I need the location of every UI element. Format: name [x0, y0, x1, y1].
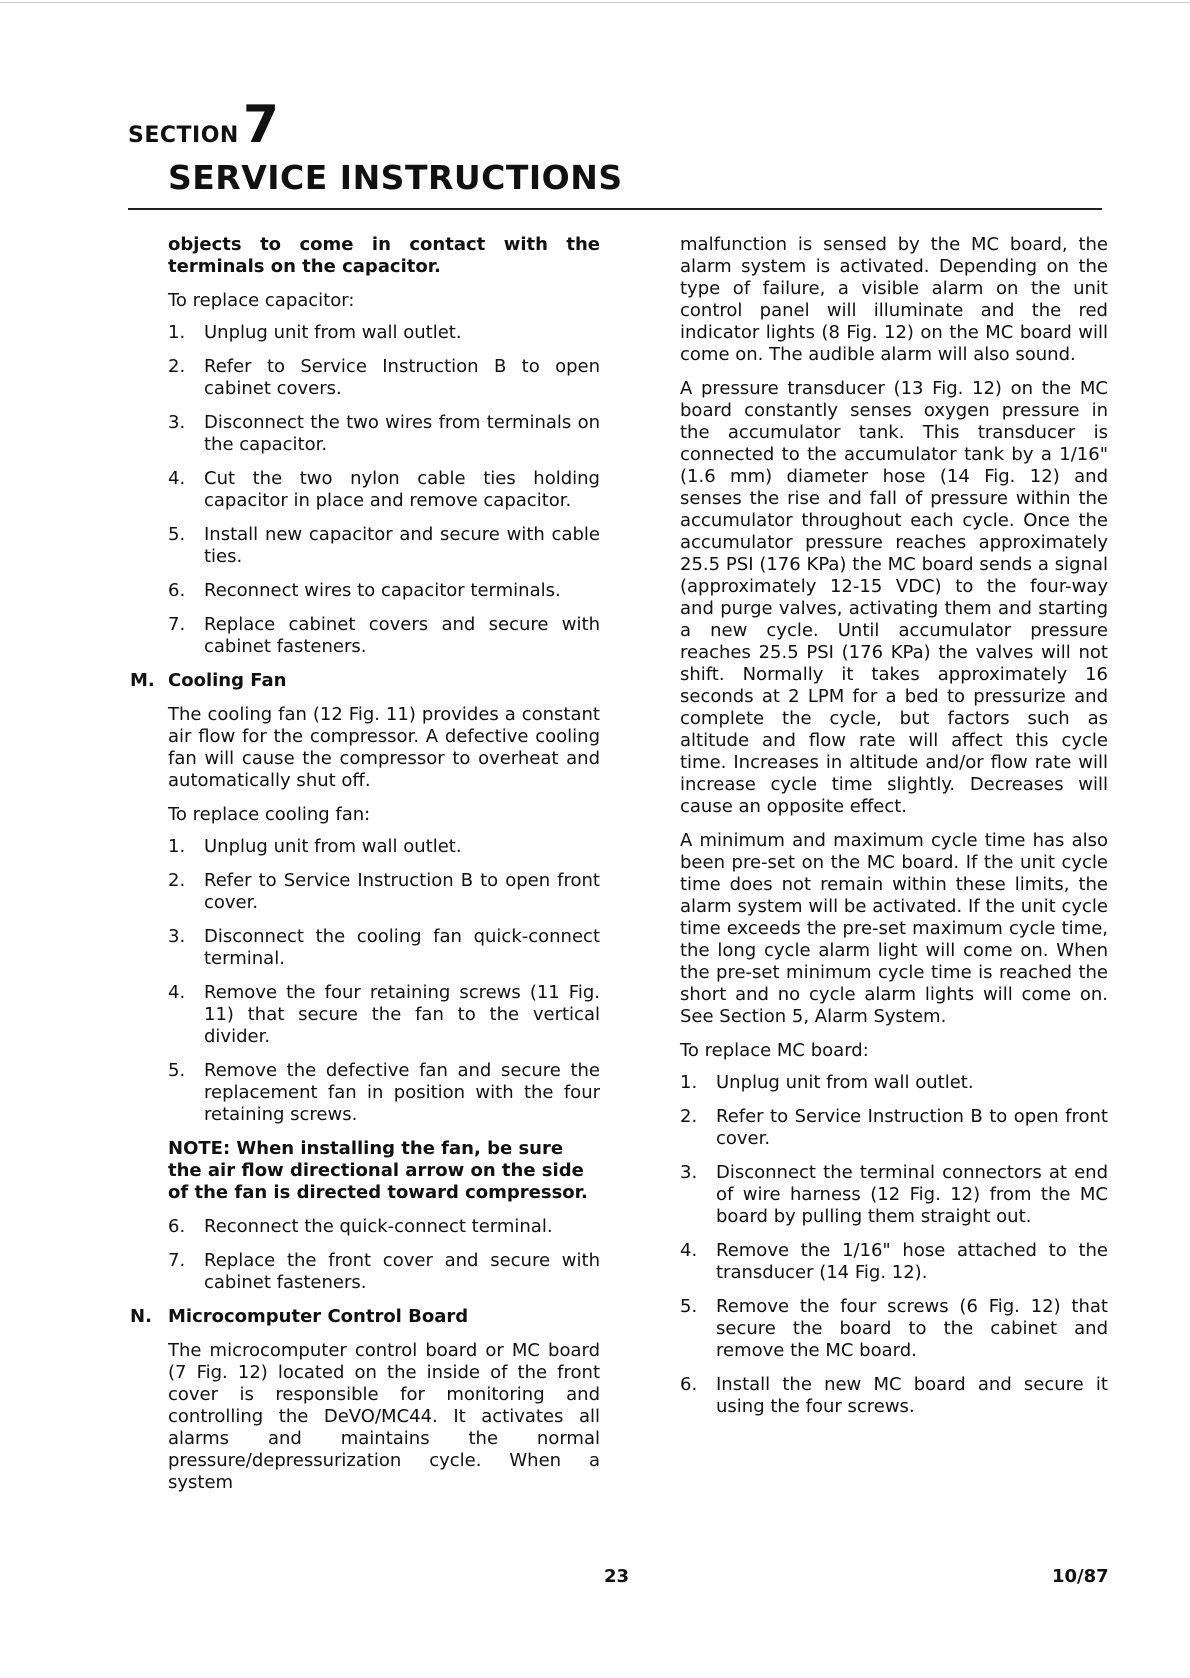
list-item-number: 2.	[168, 870, 186, 891]
list-item-number: 6.	[168, 580, 186, 601]
list-item-number: 4.	[168, 982, 186, 1003]
header-divider	[128, 208, 1102, 210]
list-item	[168, 982, 600, 1048]
right-column	[680, 234, 1108, 1430]
list-item	[168, 468, 600, 512]
list-item-text: Replace cabinet covers and secure with cabinet fasteners.	[204, 614, 600, 657]
list-item-number: 5.	[168, 1060, 186, 1081]
list-item	[168, 870, 600, 914]
cooling-fan-steps-list	[168, 836, 600, 1126]
section-m-title: Cooling Fan	[168, 670, 287, 691]
list-item-text: Disconnect the cooling fan quick-connect terminal.	[204, 926, 600, 969]
list-item-text: Remove the four retaining screws (11 Fig. 11) that secure the fan to the vertical divider.	[204, 982, 600, 1047]
cooling-fan-note: NOTE: When installing the fan, be sure the air flow directional arrow on the side of the fan is directed toward compressor.	[168, 1138, 588, 1203]
list-item-number: 2.	[680, 1106, 698, 1127]
list-item-number: 3.	[168, 926, 186, 947]
list-item	[168, 412, 600, 456]
list-item-text: Disconnect the two wires from terminals on the capacitor.	[204, 412, 600, 455]
list-item-text: Reconnect wires to capacitor terminals.	[204, 580, 561, 601]
list-item	[168, 1250, 600, 1294]
section-label	[128, 95, 280, 155]
list-item-text: Refer to Service Instruction B to open front cover.	[204, 870, 600, 913]
list-item-text: Remove the defective fan and secure the replacement fan in position with the four retaining screws.	[204, 1060, 600, 1125]
section-n-title: Microcomputer Control Board	[168, 1306, 469, 1327]
section-m-letter: M.	[130, 670, 155, 691]
list-item-number: 1.	[168, 836, 186, 857]
list-item	[680, 1106, 1108, 1150]
list-item	[168, 356, 600, 400]
top-edge-rule	[0, 2, 1190, 3]
list-item-text: Refer to Service Instruction B to open front cover.	[716, 1106, 1108, 1149]
list-item	[168, 524, 600, 568]
list-item-text: Unplug unit from wall outlet.	[716, 1072, 974, 1093]
list-item-text: Replace the front cover and secure with cabinet fasteners.	[204, 1250, 600, 1293]
list-item	[168, 580, 600, 602]
page-number: 23	[604, 1566, 630, 1587]
list-item-number: 7.	[168, 1250, 186, 1271]
section-word: SECTION	[128, 123, 239, 148]
intro-warning-text: objects to come in contact with the terminals on the capacitor.	[168, 234, 600, 277]
list-item	[680, 1072, 1108, 1094]
section-n-letter: N.	[130, 1306, 152, 1327]
capacitor-subheading: To replace capacitor:	[168, 290, 355, 311]
list-item-number: 5.	[168, 524, 186, 545]
section-number: 7	[242, 95, 280, 155]
page-title: SERVICE INSTRUCTIONS	[168, 158, 623, 197]
list-item	[168, 614, 600, 658]
list-item-number: 1.	[680, 1072, 698, 1093]
list-item	[680, 1162, 1108, 1228]
list-item-text: Cut the two nylon cable ties holding capacitor in place and remove capacitor.	[204, 468, 600, 511]
list-item	[168, 926, 600, 970]
section-n-heading	[130, 1306, 600, 1328]
transducer-paragraph: A pressure transducer (13 Fig. 12) on the MC board constantly senses oxygen pressure in the accumulator tank. This transducer is connected to the accumulator tank by a 1/16" (1.6 mm) diameter hose (14 Fig. 12) and senses the rise and fall of pressure within the accumulator throughout each cycle. Once the accumulator pressure reaches approximately 25.5 PSI (176 KPa) the MC board sends a signal (approximately 12-15 VDC) to the four-way and purge valves, activating them and starting a new cycle. Until accumulator pressure reaches 25.5 PSI (176 KPa) the valves will not shift. Normally it takes approximately 16 seconds at 2 LPM for a bed to pressurize and complete the cycle, but factors such as altitude and flow rate will affect this cycle time. Increases in altitude and/or flow rate will increase cycle time slightly. Decreases will cause an opposite effect.	[680, 378, 1108, 817]
list-item-number: 3.	[680, 1162, 698, 1183]
list-item-text: Reconnect the quick-connect terminal.	[204, 1216, 553, 1237]
list-item	[680, 1374, 1108, 1418]
list-item-number: 2.	[168, 356, 186, 377]
list-item	[168, 836, 600, 858]
cooling-fan-paragraph: The cooling fan (12 Fig. 11) provides a constant air flow for the compressor. A defective cooling fan will cause the compressor to overheat and automatically shut off.	[168, 704, 600, 791]
list-item-text: Remove the 1/16" hose attached to the transducer (14 Fig. 12).	[716, 1240, 1108, 1283]
list-item-number: 7.	[168, 614, 186, 635]
list-item-number: 5.	[680, 1296, 698, 1317]
cooling-fan-subheading: To replace cooling fan:	[168, 804, 371, 825]
list-item-number: 1.	[168, 322, 186, 343]
list-item-text: Install the new MC board and secure it using the four screws.	[716, 1374, 1108, 1417]
list-item	[168, 1060, 600, 1126]
mc-board-steps-list	[680, 1072, 1108, 1418]
list-item	[168, 1216, 600, 1238]
section-m-heading	[130, 670, 600, 692]
list-item	[680, 1296, 1108, 1362]
capacitor-steps-list	[168, 322, 600, 658]
revision-date: 10/87	[1052, 1566, 1109, 1587]
mc-alarm-paragraph: malfunction is sensed by the MC board, the alarm system is activated. Depending on the type of failure, a visible alarm on the unit control panel will illuminate and the red indicator lights (8 Fig. 12) on the MC board will come on. The audible alarm will also sound.	[680, 234, 1108, 365]
mc-board-subheading: To replace MC board:	[680, 1040, 869, 1061]
list-item-number: 4.	[168, 468, 186, 489]
left-column	[130, 234, 600, 1506]
list-item-text: Install new capacitor and secure with cable ties.	[204, 524, 600, 567]
cooling-fan-steps-list-continued	[168, 1216, 600, 1294]
mc-board-paragraph: The microcomputer control board or MC board (7 Fig. 12) located on the inside of the front cover is responsible for monitoring and controlling the DeVO/MC44. It activates all alarms and maintains the normal pressure/depressurization cycle. When a system	[168, 1340, 600, 1493]
list-item	[168, 322, 600, 344]
list-item-number: 6.	[168, 1216, 186, 1237]
list-item-number: 6.	[680, 1374, 698, 1395]
list-item-number: 4.	[680, 1240, 698, 1261]
list-item-text: Refer to Service Instruction B to open cabinet covers.	[204, 356, 600, 399]
list-item-text: Unplug unit from wall outlet.	[204, 322, 462, 343]
cycle-time-paragraph: A minimum and maximum cycle time has also been pre-set on the MC board. If the unit cycle time does not remain within these limits, the alarm system will be activated. If the unit cycle time exceeds the pre-set maximum cycle time, the long cycle alarm light will come on. When the pre-set minimum cycle time is reached the short and no cycle alarm lights will come on. See Section 5, Alarm System.	[680, 830, 1108, 1027]
list-item	[680, 1240, 1108, 1284]
list-item-text: Disconnect the terminal connectors at end of wire harness (12 Fig. 12) from the MC board by pulling them straight out.	[716, 1162, 1108, 1227]
list-item-text: Remove the four screws (6 Fig. 12) that secure the board to the cabinet and remove the MC board.	[716, 1296, 1108, 1361]
list-item-text: Unplug unit from wall outlet.	[204, 836, 462, 857]
list-item-number: 3.	[168, 412, 186, 433]
